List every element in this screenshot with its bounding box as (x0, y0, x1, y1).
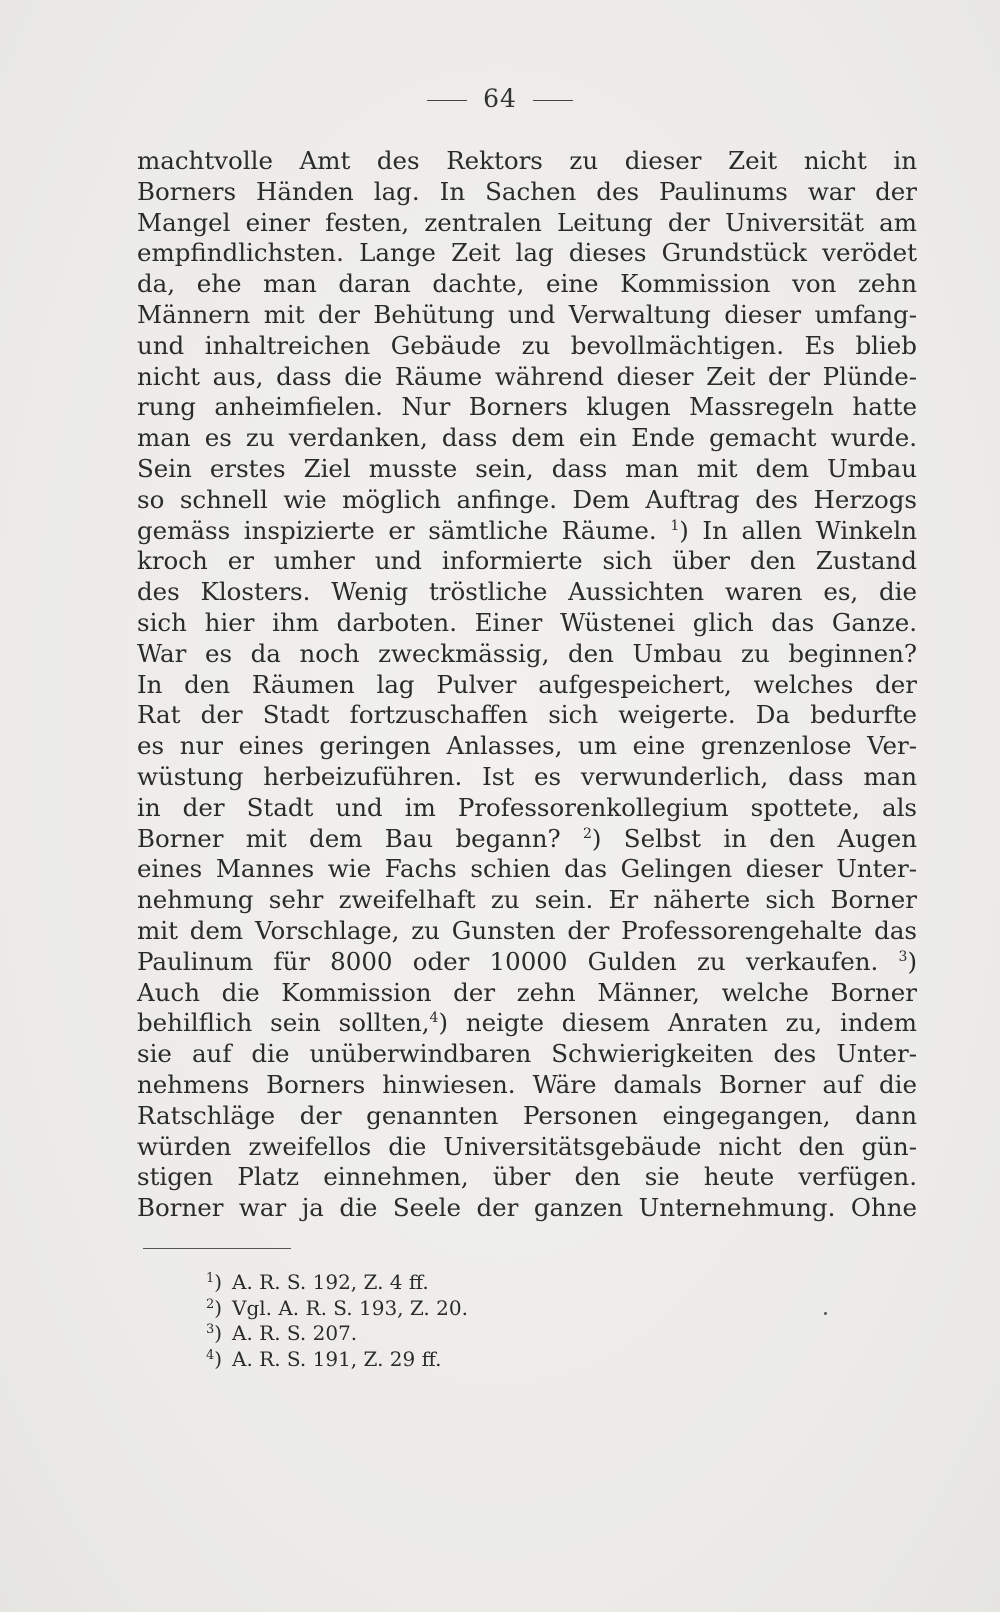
footnote-ref-3: 3 (898, 948, 908, 965)
text-line: Borners Händen lag. In Sachen des Paulinums war der (137, 176, 917, 206)
text-line: Borner war ja die Seele der ganzen Unternehmung. Ohne (137, 1193, 917, 1223)
line-text: gemäss inspizierte er sämtliche Räume. (137, 515, 657, 545)
line-text: Paulinum für 8000 oder 10000 Gulden zu verkaufen. (137, 946, 879, 976)
footnote-mark: $^2$) (206, 1295, 223, 1320)
text-line: man es zu verdanken, dass dem ein Ende gemacht wurde. (137, 423, 917, 453)
ink-speck (824, 1312, 827, 1315)
text-line: machtvolle Amt des Rektors zu dieser Zeit nicht in (137, 146, 917, 175)
header-dash-left (427, 100, 467, 101)
text-line: so schnell wie möglich anfinge. Dem Auftrag des Herzogs (137, 484, 917, 514)
line-tail: In allen Winkeln (702, 515, 917, 545)
text-line: Mangel einer festen, zentralen Leitung der Universität am (137, 207, 917, 237)
footnote-item (206, 1270, 706, 1296)
text-line: Sein erstes Ziel musste sein, dass man mit dem Umbau (137, 453, 917, 483)
footnote-mark: $^4$) (206, 1346, 223, 1371)
text-line: des Klosters. Wenig tröstliche Aussichten waren es, die (137, 577, 917, 607)
text-line: eines Mannes wie Fachs schien das Gelingen dieser Unter- (137, 854, 917, 884)
line-tail: neigte diesem Anraten zu, indem (465, 1008, 917, 1038)
footnote-ref-1: 1 (670, 517, 680, 534)
text-line: es nur eines geringen Anlasses, um eine grenzenlose Ver- (137, 731, 917, 761)
text-line: empfindlichsten. Lange Zeit lag dieses Grundstück verödet (137, 238, 917, 268)
body-text (137, 146, 917, 1224)
text-line-with-footnote: behilflich sein sollten,$^4$) neigte diesem Anraten zu, indem (137, 1008, 917, 1038)
footnote-text: Vgl. A. R. S. 193, Z. 20. (232, 1295, 468, 1320)
text-line: sich hier ihm darboten. Einer Wüstenei glich das Ganze. (137, 607, 917, 637)
text-line: Ratschläge der genannten Personen eingegangen, dann (137, 1100, 917, 1130)
text-line: in der Stadt und im Professorenkollegium spottete, als (137, 792, 917, 822)
page-number: 64 (483, 84, 517, 113)
text-line: kroch er umher und informierte sich über den Zustand (137, 546, 917, 576)
text-line-with-footnote: Paulinum für 8000 oder 10000 Gulden zu verkaufen. $^3$) (137, 946, 917, 976)
text-line-with-footnote: Borner mit dem Bau begann? $^2$) Selbst in den Augen (137, 823, 917, 853)
text-line: In den Räumen lag Pulver aufgespeichert, welches der (137, 669, 917, 699)
text-line: stigen Platz einnehmen, über den sie heute verfügen. (137, 1162, 917, 1192)
footnote-text: A. R. S. 192, Z. 4 ff. (232, 1270, 429, 1294)
text-line: würden zweifellos die Universitätsgebäude nicht den gün- (137, 1131, 917, 1161)
page-header (0, 84, 1000, 113)
footnote-text: A. R. S. 191, Z. 29 ff. (232, 1346, 442, 1371)
text-line: sie auf die unüberwindbaren Schwierigkeiten des Unter- (137, 1039, 917, 1069)
text-line: mit dem Vorschlage, zu Gunsten der Professorengehalte das (137, 915, 917, 945)
footnote-divider (143, 1248, 291, 1249)
line-tail: Selbst in den Augen (623, 823, 917, 853)
line-text: behilflich sein sollten, (137, 1008, 430, 1038)
text-line-with-footnote: gemäss inspizierte er sämtliche Räume. $^1$) In allen Winkeln (137, 515, 917, 545)
text-line: nehmens Borners hinwiesen. Wäre damals Borner auf die (137, 1069, 917, 1099)
text-line: Auch die Kommission der zehn Männer, welche Borner (137, 977, 917, 1007)
footnote-mark: $^1$) (206, 1270, 223, 1294)
text-line: da, ehe man daran dachte, eine Kommission von zehn (137, 269, 917, 299)
text-line: wüstung herbeizuführen. Ist es verwunderlich, dass man (137, 761, 917, 791)
footnotes (206, 1270, 706, 1372)
text-line: nehmung sehr zweifelhaft zu sein. Er näherte sich Borner (137, 885, 917, 915)
footnote-ref-4: 4 (429, 1010, 439, 1027)
text-line: nicht aus, dass die Räume während dieser Zeit der Plünde- (137, 361, 917, 391)
header-dash-right (533, 100, 573, 101)
footnote-ref-2: 2 (582, 825, 592, 842)
line-text: Borner mit dem Bau begann? (137, 823, 561, 853)
footnote-item (206, 1296, 706, 1322)
footnote-item (206, 1321, 706, 1347)
text-line: rung anheimfielen. Nur Borners klugen Massregeln hatte (137, 392, 917, 422)
text-line: und inhaltreichen Gebäude zu bevollmächtigen. Es blieb (137, 330, 917, 360)
footnote-item (206, 1347, 706, 1373)
footnote-mark: $^3$) (206, 1321, 223, 1345)
text-line: War es da noch zweckmässig, den Umbau zu beginnen? (137, 638, 917, 668)
text-line: Rat der Stadt fortzuschaffen sich weigerte. Da bedurfte (137, 700, 917, 730)
footnote-text: A. R. S. 207. (232, 1321, 358, 1345)
text-line: Männern mit der Behütung und Verwaltung dieser umfang- (137, 299, 917, 329)
